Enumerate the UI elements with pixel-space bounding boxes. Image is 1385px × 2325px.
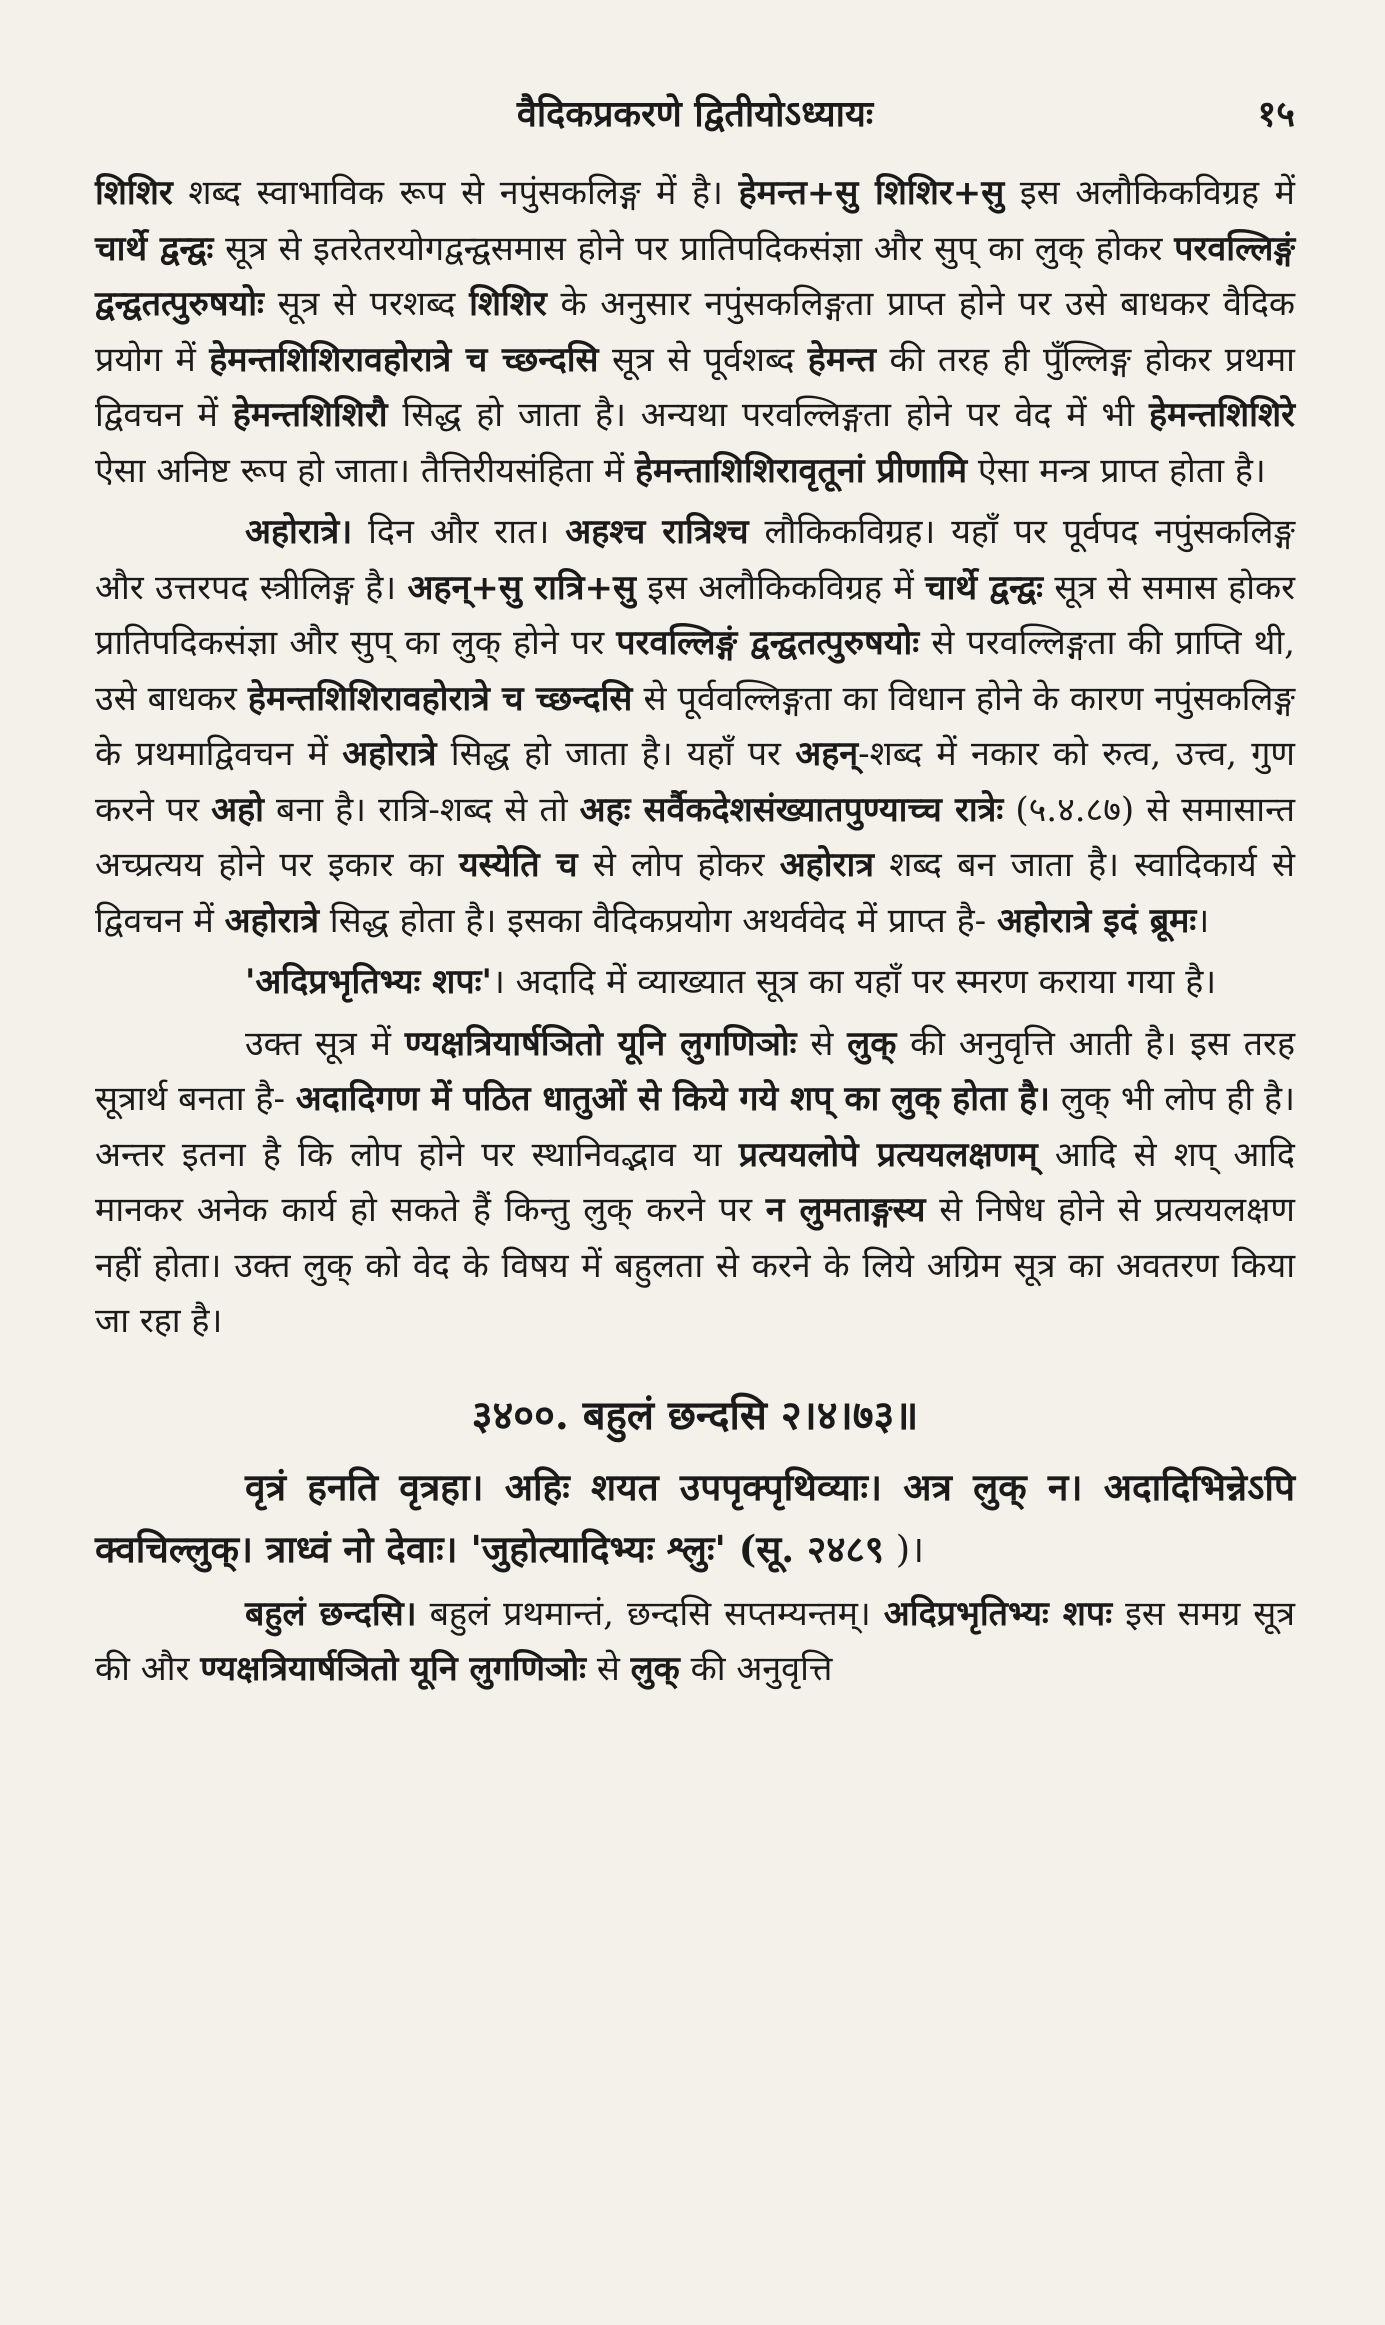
term: बहुलं छन्दसि। <box>245 1593 417 1634</box>
term: अहोरात्रे <box>224 900 319 941</box>
text: उक्त सूत्र में <box>245 1023 405 1064</box>
text: सिद्ध हो जाता है। यहाँ पर <box>436 734 796 774</box>
term: अहन् <box>795 734 859 774</box>
text: । अदादि में व्याख्यात सूत्र का यहाँ पर स्मरण कराया गया है। <box>491 962 1217 1002</box>
term: अहोरात्रे <box>342 734 437 774</box>
term: अहन्+सु रात्रि+सु <box>407 567 636 608</box>
text: लौकिकविग्रह। यहाँ पर पूर्वपद नपुंसकलिङ्ग और उत्तरपद स्त्रीलिङ्ग है। <box>95 512 1295 608</box>
text: इस अलौकिकविग्रह में <box>635 567 926 608</box>
text: शब्द स्वाभाविक रूप से नपुंसकलिङ्ग में है। <box>172 173 739 213</box>
paragraph-bahulam <box>95 1587 1295 1698</box>
paragraph-adiprabhriti <box>95 955 1295 1011</box>
term: लुक् <box>847 1023 897 1064</box>
text: से निषेध होने से प्रत्ययलक्षण नहीं होता। उक्त लुक् को वेद के विषय में बहुलता से करने के लिये अग्रिम सूत्र का अवतरण किया जा रहा है। <box>95 1190 1295 1341</box>
text: के अनुसार नपुंसकलिङ्गता प्राप्त होने पर उसे बाधकर वैदिक प्रयोग में <box>95 284 1296 380</box>
term: अहश्च रात्रिश्च <box>565 512 749 552</box>
sutra-ref: प्रत्ययलोपे प्रत्ययलक्षणम् <box>738 1134 1038 1175</box>
text: -शब्द में नकार को रुत्व, उत्त्व, गुण करने पर <box>95 734 1295 830</box>
term: हेमन्तशिशिरौ <box>232 395 388 435</box>
text: )। <box>883 1527 925 1571</box>
text: इस समग्र सूत्र की और <box>95 1593 1295 1689</box>
text: सिद्ध हो जाता है। अन्यथा परवल्लिङ्गता होने पर वेद में भी <box>387 395 1149 435</box>
text: ऐसा मन्त्र प्राप्त होता है। <box>967 450 1266 491</box>
text: सूत्र से इतरेतरयोगद्वन्द्वसमास होने पर प्रातिपदिकसंज्ञा और सुप् का लुक् होकर <box>213 228 1175 269</box>
text: । <box>1196 900 1210 941</box>
sutra-ref: अदिप्रभृतिभ्यः शपः <box>883 1593 1113 1634</box>
text: आदि से शप् आदि मानकर अनेक कार्य हो सकते हैं किन्तु लुक् करने पर <box>95 1134 1295 1230</box>
page-header <box>95 60 1295 135</box>
sutra-ref: हेमन्तशिशिरावहोरात्रे च च्छन्दसि <box>209 339 599 380</box>
text: से पूर्ववल्लिङ्गता का विधान होने के कारण नपुंसकलिङ्ग के प्रथमाद्विवचन में <box>95 678 1295 774</box>
term: हेमन्त <box>807 339 877 380</box>
sutra-ref: हेमन्तशिशिरावहोरात्रे च च्छन्दसि <box>247 678 633 719</box>
text: सूत्र से पूर्वशब्द <box>598 339 808 380</box>
sutra-ref: ण्यक्षत्रियार्षञितो यूनि लुगणिञोः <box>200 1649 587 1689</box>
sutra-ref: चार्थे द्वन्द्वः <box>95 228 214 269</box>
paragraph-sutrartha <box>95 1017 1295 1350</box>
sutra-ref: यस्येति च <box>458 845 578 885</box>
sutra-ref: अहः सर्वैकदेशसंख्यातपुण्याच्च रात्रेः <box>579 789 1004 830</box>
text: शब्द बन जाता है। स्वादिकार्य से द्विवचन में <box>95 845 1296 941</box>
text: दिन और रात। <box>352 512 566 552</box>
text: लुक् भी लोप ही है। अन्तर इतना है कि लोप होने पर स्थानिवद्भाव या <box>95 1079 1295 1175</box>
text: की अनुवृत्ति आती है। इस तरह सूत्रार्थ बनता है- <box>95 1023 1296 1119</box>
text: ऐसा अनिष्ट रूप हो जाता। तैत्तिरीयसंहिता में <box>95 450 635 491</box>
text: बना है। रात्रि-शब्द से तो <box>264 789 580 830</box>
text: सूत्र से समास होकर प्रातिपदिकसंज्ञा और सुप् का लुक् होने पर <box>95 567 1296 663</box>
vritti-text: वृत्रं हनति वृत्रहा। अहिः शयत उपपृक्पृथिव्याः। अत्र लुक् न। अदादिभिन्नेऽपि क्वचिल्लुक्। त्राध्वं नो देवाः। 'जुहोत्यादिभ्यः श्लुः' (सू. २४८९ <box>95 1464 1295 1571</box>
sutra-ref: परवल्लिङ्गं द्वन्द्वतत्पुरुषयोः <box>95 228 1295 324</box>
sutra-ref: न लुमताङ्गस्य <box>765 1190 926 1230</box>
mantra: अहोरात्रे इदं ब्रूमः <box>996 900 1197 941</box>
vritti-paragraph <box>95 1456 1295 1581</box>
term: अहोरात्र <box>779 845 875 885</box>
sutra-meaning: अदादिगण में पठित धातुओं से किये गये शप् का लुक् होता है। <box>295 1079 1051 1119</box>
text: की तरह ही पुँल्लिङ्ग होकर प्रथमा द्विवचन में <box>95 339 1295 435</box>
text: की अनुवृत्ति <box>679 1649 833 1689</box>
text: (५.४.८७) से समासान्त अच्प्रत्यय होने पर इकार का <box>95 789 1295 885</box>
term: हेमन्त+सु शिशिर+सु <box>738 173 1005 213</box>
text: से <box>796 1023 848 1064</box>
text: से <box>586 1649 631 1689</box>
term: शिशिर <box>469 284 547 324</box>
sutra-ref: चार्थे द्वन्द्वः <box>925 567 1044 608</box>
page-number: १५ <box>1257 93 1295 135</box>
text: सिद्ध होता है। इसका वैदिकप्रयोग अथर्ववेद में प्राप्त है- <box>319 900 997 941</box>
term: शिशिर <box>95 173 173 213</box>
term: अहोरात्रे। <box>245 512 353 552</box>
paragraph-shishira <box>95 166 1295 499</box>
text: से लोप होकर <box>577 845 780 885</box>
paragraph-ahoratre <box>95 505 1295 949</box>
term: अहो <box>211 789 264 830</box>
page-body <box>95 166 1295 1698</box>
text: बहुलं प्रथमान्तं, छन्दसि सप्तम्यन्तम्। <box>416 1593 884 1634</box>
text: से परवल्लिङ्गता की प्राप्ति थी, उसे बाधकर <box>95 623 1295 719</box>
text: इस अलौकिकविग्रह में <box>1004 173 1295 213</box>
sutra-ref: ण्यक्षत्रियार्षञितो यूनि लुगणिञोः <box>404 1023 797 1064</box>
sutra-ref: 'अदिप्रभृतिभ्यः शपः' <box>245 962 492 1002</box>
term: हेमन्तशिशिरे <box>1149 395 1295 435</box>
term: लुक् <box>630 1649 680 1689</box>
running-title: वैदिकप्रकरणे द्वितीयोऽध्यायः <box>516 93 874 135</box>
text: सूत्र से परशब्द <box>263 284 470 324</box>
mantra: हेमन्ताशिशिरावृतूनां प्रीणामि <box>634 450 968 491</box>
sutra-heading: ३४००. बहुलं छन्दसि २।४।७३॥ <box>471 1391 919 1439</box>
sutra-ref: परवल्लिङ्गं द्वन्द्वतत्पुरुषयोः <box>616 623 920 663</box>
